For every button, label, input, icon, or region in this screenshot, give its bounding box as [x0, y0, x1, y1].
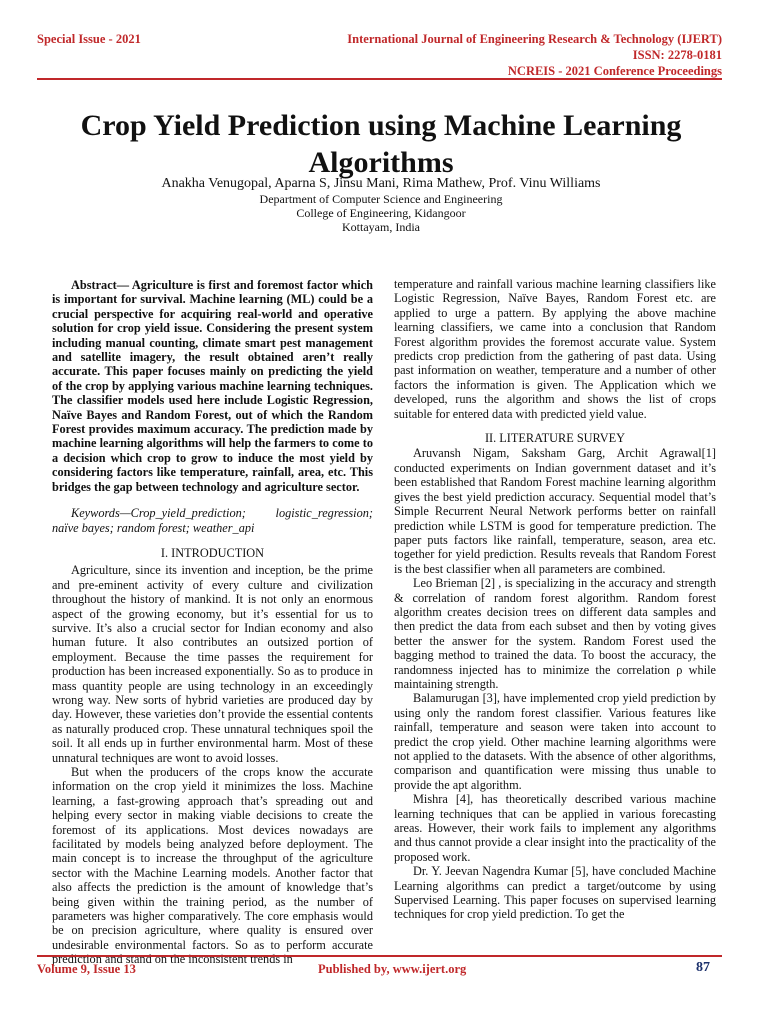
affiliation-location: Kottayam, India: [342, 220, 420, 234]
intro-paragraph: Agriculture, since its invention and inception, be the prime and pre-eminent activity of every culture and civilization throughout the history of mankind. It is not only an enormous aspect of the growing economy, but it’s essential for us to survive. It’s also a crucial sector for Indian economy and also human future. It also contributes an outsized portion of employment. Because the time passes the requirement for production has been increased exponentially. So as to produce in mass quantity people are using technology in an exceedingly wrong way. New sorts of hybrid varieties are produced day by day. However, these varieties don’t provide the essential contents as naturally produced crop. These unnatural techniques spoil the soil. It all ends up in further environmental harm. Most of these unnatural techniques are wont to avoid losses.: [52, 563, 373, 765]
affiliation-college: College of Engineering, Kidangoor: [296, 206, 466, 220]
page-number: 87: [696, 960, 710, 975]
paper-title: Crop Yield Prediction using Machine Learning Algorithms: [80, 109, 682, 180]
literature-paragraph: Aruvansh Nigam, Saksham Garg, Archit Agrawal[1] conducted experiments on Indian government dataset and it’s been established that Random Forest machine learning algorithm gives the best yield prediction accuracy. Sequential model that’s Simple Recurrent Neural Network performs better on rainfall prediction while LSTM is good for temperature prediction. The paper puts factors like rainfall, temperature, season, area etc. together for yield prediction. Results reveals that Random Forest is the best classifier when all parameters are combined.: [394, 446, 716, 576]
header-issn: ISSN: 2278-0181: [632, 48, 722, 62]
section-heading-introduction: I. INTRODUCTION: [160, 545, 265, 560]
footer-publisher-link[interactable]: Published by, www.ijert.org: [318, 962, 467, 976]
left-column: [52, 278, 373, 967]
intro-continuation: temperature and rainfall various machine learning classifiers like Logistic Regression, Naïve Bayes, Random Forest etc. are applied to urge a pattern. By applying the above machine learning classifiers, we came into a conclusion that Random Forest algorithm provides the foremost accurate value. System predicts crop prediction from the gathering of past data. Using past information on weather, temperature and a number of other factors the information is given. The Application which we developed, runs the algorithm and shows the list of crops suitable for entered data with predicted yield value.: [394, 277, 716, 421]
literature-paragraph: Balamurugan [3], have implemented crop yield prediction by using only the random forest classifier. Various features like rainfall, temperature and season were taken into account to predict the crop yield. Other machine learning algorithms were not applied to the datasets. With the absence of other algorithms, comparison and quantification were missing thus unable to provide the apt algorithm.: [394, 691, 716, 792]
intro-paragraph: But when the producers of the crops know the accurate information on the crop yield it minimizes the loss. Machine learning, a fast-growing approach that’s spreading out and helping every sector in making viable decisions to create the foremost of its applications. Most devices nowadays are facilitated by models being analyzed before deployment. The main concept is to increase the throughput of the agriculture sector with the Machine Learning models. Another factor that also affects the prediction is the amount of knowledge that’s being given within the training period, as the number of parameters was higher comparatively. The core emphasis would be on precision agriculture, where quality is ensured over undesirable environmental factors. So as to perform accurate prediction and stand on the inconsistent trends in: [52, 765, 373, 967]
header-journal-name: International Journal of Engineering Research & Technology (IJERT): [347, 32, 722, 46]
right-column: [394, 277, 716, 922]
header-rule: [37, 78, 722, 80]
header-issue-label: Special Issue - 2021: [37, 32, 141, 46]
literature-paragraph: Dr. Y. Jeevan Nagendra Kumar [5], have concluded Machine Learning algorithms can predict a target/outcome by using Supervised Learning. This paper focuses on supervised learning techniques for crop yield prediction. To get the: [394, 864, 716, 922]
footer-volume: Volume 9, Issue 13: [37, 962, 136, 976]
header-proceedings: NCREIS - 2021 Conference Proceedings: [507, 64, 722, 78]
affiliation-department: Department of Computer Science and Engineering: [259, 192, 503, 206]
footer-rule: [37, 955, 722, 957]
abstract: Abstract— Agriculture is first and foremost factor which is important for survival. Machine learning (ML) could be a crucial perspective for acquiring real-world and operative solution for crop yield issue. Considering the present system including manual counting, climate smart pest management and satellite imagery, the result obtained aren’t really accurate. This paper focuses mainly on predicting the yield of the crop by applying various machine learning techniques. The classifier models used here include Logistic Regression, Naïve Bayes and Random Forest, out of which the Random Forest provides maximum accuracy. The prediction made by machine learning algorithms will help the farmers to come to a decision which crop to grow to induce the most yield by considering factors like temperature, rainfall, area, etc. This bridges the gap between technology and agriculture sector.: [52, 278, 373, 494]
keywords: Keywords—Crop_yield_prediction; logistic_regression; naïve bayes; random forest; weather_api: [52, 506, 373, 535]
literature-paragraph: Mishra [4], has theoretically described various machine learning techniques that can be applied in various forecasting areas. However, their work fails to implement any algorithms and thus cannot provide a clear insight into the practicality of the proposed work.: [394, 792, 716, 864]
author-list: Anakha Venugopal, Aparna S, Jinsu Mani, Rima Mathew, Prof. Vinu Williams: [161, 176, 601, 191]
section-heading-literature-survey: II. LITERATURE SURVEY: [484, 431, 626, 446]
literature-paragraph: Leo Brieman [2] , is specializing in the accuracy and strength & correlation of random forest algorithm. Random forest algorithm creates decision trees on different data samples and then predict the data from each subset and then by voting gives better the answer for the system. Random Forest used the bagging method to trained the data. To boost the accuracy, the randomness injected has to minimize the correlation ρ while maintaining strength.: [394, 576, 716, 691]
